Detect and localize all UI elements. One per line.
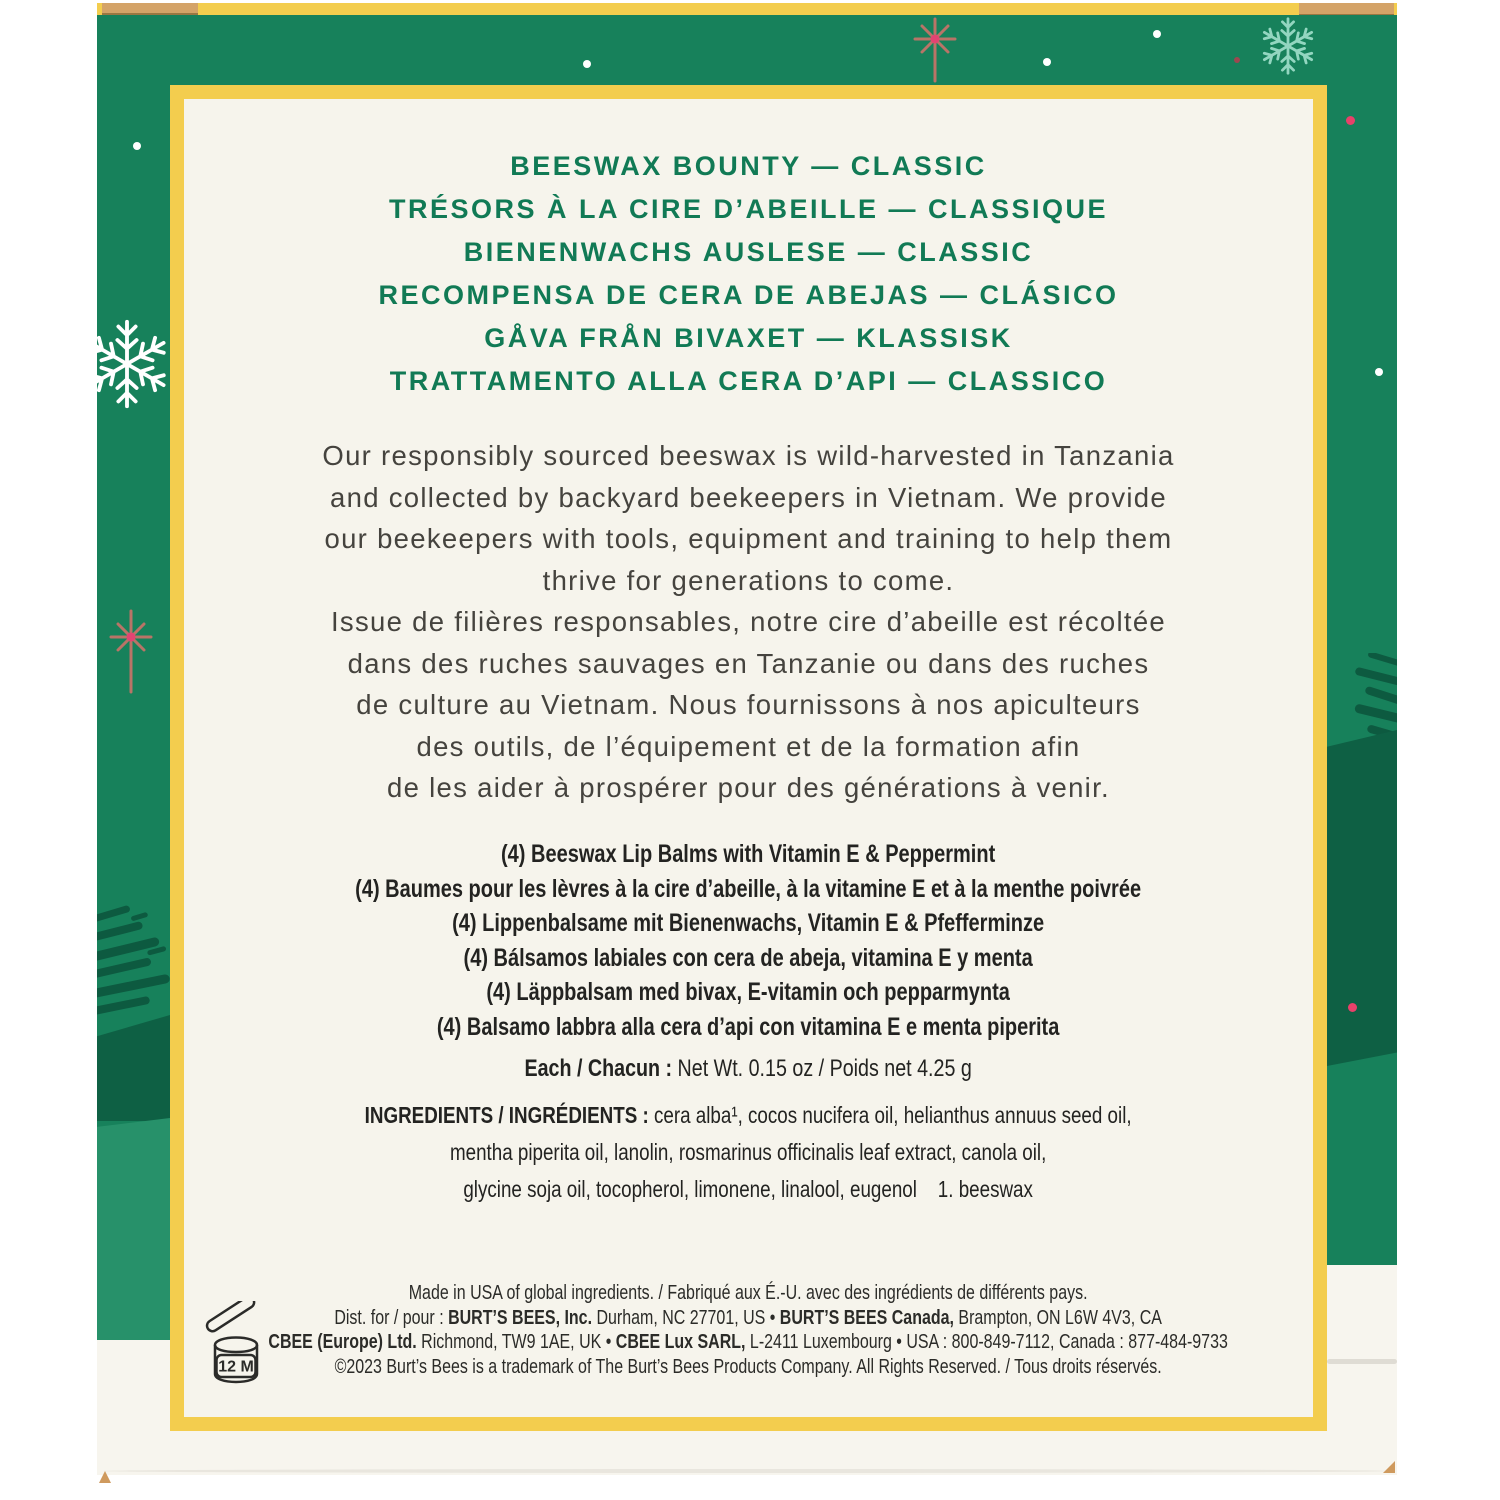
story-line: des outils, de l’équipement et de la formation afin — [416, 730, 1081, 762]
ingredients-text: cera alba¹, cocos nucifera oil, helianthus annuus seed oil, — [654, 1102, 1132, 1128]
dot-icon — [1375, 368, 1383, 376]
story-english — [184, 435, 1313, 601]
left-green-band — [97, 15, 170, 1340]
dot-icon — [583, 60, 591, 68]
distributor-lux: CBEE Lux SARL, — [616, 1330, 746, 1353]
net-weight-value: Net Wt. 0.15 oz / Poids net 4.25 g — [677, 1055, 973, 1082]
contents-line: (4) Balsamo labbra alla cera d’api con vitamina E e menta piperita — [437, 1012, 1060, 1041]
panel-titles — [184, 145, 1313, 403]
story-line: and collected by backyard beekeepers in Vietnam. We provide — [330, 481, 1167, 513]
panel-title-line: TRÉSORS À LA CIRE D’ABEILLE — CLASSIQUE — [388, 194, 1109, 224]
panel-title-line: TRATTAMENTO ALLA CERA D’API — CLASSICO — [389, 366, 1108, 396]
box-top-edge — [97, 3, 1397, 15]
dark-hill — [97, 1015, 170, 1121]
dot-icon — [133, 142, 141, 150]
distributor-eu: CBEE (Europe) Ltd. — [268, 1330, 418, 1353]
panel-title-line: RECOMPENSA DE CERA DE ABEJAS — CLÁSICO — [378, 280, 1119, 310]
light-hill — [97, 1118, 170, 1340]
box-fold-line — [1327, 1359, 1397, 1364]
story-line: de culture au Vietnam. Nous fournissons à nos apiculteurs — [356, 689, 1141, 720]
snowflake-mint-icon — [1257, 15, 1319, 77]
dot-icon — [1153, 30, 1161, 38]
fine-print-line — [184, 1306, 1313, 1331]
cardboard-corner-right — [1383, 1461, 1395, 1473]
ingredients-label: INGREDIENTS / INGRÉDIENTS : — [365, 1102, 655, 1128]
story-line: our beekeepers with tools, equipment and training to help them — [324, 523, 1173, 554]
contents-line: (4) Läppbalsam med bivax, E-vitamin och pepparmynta — [486, 978, 1011, 1006]
distributor-ca-address: Brampton, ON L6W 4V3, CA — [954, 1305, 1163, 1329]
story-french — [184, 601, 1313, 809]
box-bottom-edge — [103, 1469, 1391, 1473]
right-green-band — [1327, 15, 1397, 1265]
label-panel — [184, 99, 1313, 1417]
dot-icon — [1234, 57, 1240, 63]
story-line: thrive for generations to come. — [542, 564, 955, 596]
fine-print-line: Made in USA of global ingredients. / Fabriqué aux É.-U. avec des ingrédients de différents pays. — [409, 1281, 1088, 1304]
contents-line: (4) Beeswax Lip Balms with Vitamin E & Peppermint — [501, 840, 996, 868]
gift-box-back-panel — [97, 3, 1397, 1475]
story-line: Our responsibly sourced beeswax is wild-harvested in Tanzania — [322, 440, 1175, 471]
contents-line: (4) Baumes pour les lèvres à la cire d’abeille, à la vitamine E et à la menthe poivrée — [355, 874, 1142, 903]
ingredients-block — [184, 1097, 1313, 1208]
cardboard-flap-left — [102, 3, 198, 15]
panel-title-line: GÅVA FRÅN BIVAXET — KLASSISK — [484, 323, 1013, 353]
fine-print-line: ©2023 Burt’s Bees is a trademark of The Burt’s Bees Products Company. All Rights Reserved. / Tous droits réservés. — [334, 1354, 1163, 1378]
distributor-us-address: Durham, NC 27701, US • — [592, 1305, 781, 1329]
cardboard-corner-left — [99, 1471, 111, 1483]
ingredients-line: glycine soja oil, tocopherol, limonene, linalool, eugenol 1. beeswax — [463, 1176, 1034, 1202]
panel-title-line: BEESWAX BOUNTY — CLASSIC — [510, 151, 987, 181]
dot-icon — [1346, 116, 1355, 125]
sparkle-icon — [907, 15, 963, 83]
dot-icon — [1348, 1003, 1357, 1012]
pine-branches-icon — [97, 903, 170, 1023]
contents-list — [184, 837, 1313, 1044]
contents-line: (4) Lippenbalsame mit Bienenwachs, Vitamin E & Pfefferminze — [452, 909, 1045, 937]
ingredients-line: mentha piperita oil, lanolin, rosmarinus officinalis leaf extract, canola oil, — [450, 1139, 1047, 1165]
yellow-frame — [170, 85, 1327, 1431]
story-line: Issue de filières responsables, notre cire d’abeille est récoltée — [330, 606, 1167, 637]
distributor-us: BURT’S BEES, Inc. — [448, 1305, 593, 1329]
distributor-ca: BURT’S BEES Canada, — [780, 1305, 955, 1329]
pao-12m-label: 12 M — [218, 1358, 254, 1376]
top-green-band — [97, 15, 1397, 85]
fine-print-line — [184, 1330, 1313, 1355]
ingredients-line — [184, 1097, 1313, 1134]
net-weight-label: Each / Chacun : — [524, 1055, 678, 1082]
distributor-lux-address: L-2411 Luxembourg • USA : 800-849-7112, Canada : 877-484-9733 — [745, 1330, 1229, 1353]
story-line: de les aider à prospérer pour des générations à venir. — [387, 772, 1110, 803]
pao-12m-icon — [200, 1301, 276, 1385]
contents-line: (4) Bálsamos labiales con cera de abeja, vitamina E y menta — [463, 943, 1034, 972]
net-weight-line — [184, 1054, 1313, 1084]
snowflake-white-icon — [97, 316, 170, 412]
fine-print — [184, 1281, 1313, 1379]
dot-icon — [1043, 58, 1051, 66]
dark-hill — [1327, 730, 1397, 1066]
story-line: dans des ruches sauvages en Tanzanie ou dans des ruches — [347, 647, 1150, 679]
sparkle-icon — [103, 607, 159, 697]
distributor-eu-address: Richmond, TW9 1AE, UK • — [417, 1330, 617, 1353]
distributor-label: Dist. for / pour : — [334, 1305, 449, 1329]
panel-title-line: BIENENWACHS AUSLESE — CLASSIC — [463, 237, 1034, 267]
